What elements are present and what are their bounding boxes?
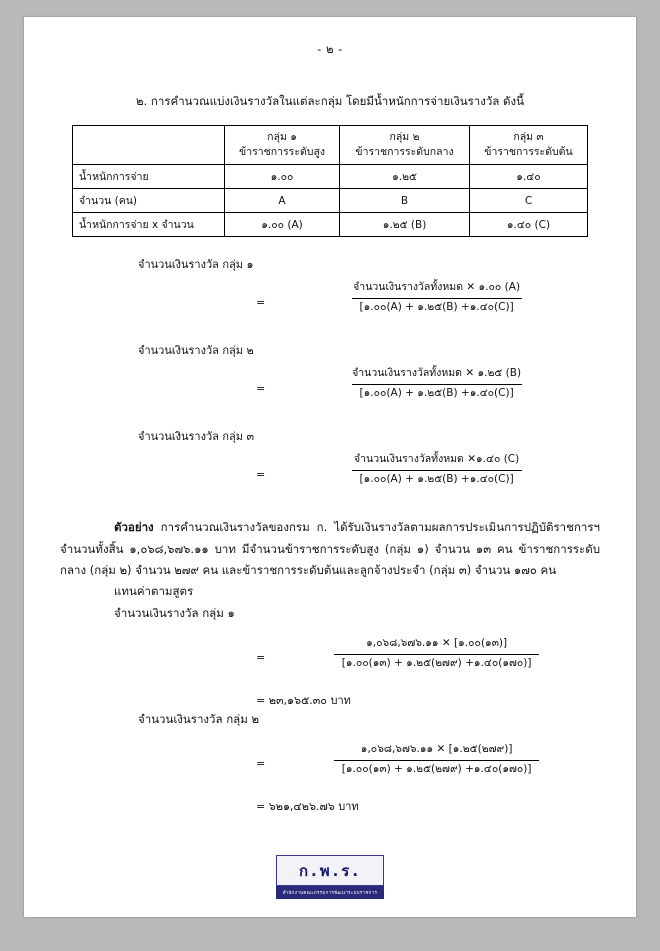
- document-content: [24, 93, 636, 815]
- formula-group1-expression: [256, 275, 600, 315]
- row-label-weight-times-count: น้ำหนักการจ่าย x จำนวน: [73, 213, 225, 237]
- example-calc2-denominator: [๑.๐๐(๑๓) + ๑.๒๕(๒๗๙) +๑.๔๐(๑๗๐)]: [334, 760, 540, 775]
- formula-group3-numerator: จำนวนเงินรางวัลทั้งหมด ✕๑.๔๐ (C): [353, 453, 520, 466]
- example-calc1-result: = ๒๓,๑๖๕.๓๐ บาท: [256, 693, 351, 707]
- example-body-text: การคำนวณเงินรางวัลของกรม ก. ได้รับเงินรางวัลตามผลการประเมินการปฏิบัติราชการฯ จำนวนทั้งสิ้น ๑,๐๖๘,๖๗๖.๑๑ บาท มีจำนวนข้าราชการระดับสูง (กลุ่ม ๑) จำนวน ๑๓ คน ข้าราชการระดับกลาง (กลุ่ม ๒) จำนวน ๒๗๙ คน และข้าราชการระดับต้นและลูกจ้างประจำ (กลุ่ม ๓) จำนวน ๑๗๐ คน: [60, 520, 600, 577]
- agency-logo: [276, 855, 384, 899]
- section-intro-text: ๒. การคำนวณแบ่งเงินรางวัลในแต่ละกลุ่ม โดยมีน้ำหนักการจ่ายเงินรางวัล ดังนี้: [136, 94, 524, 108]
- example-calc2-result: = ๖๒๑,๔๒๖.๗๖ บาท: [256, 799, 359, 813]
- formula-group3-fraction: [273, 447, 600, 487]
- cell-product-group2: ๑.๒๕ (B): [340, 213, 470, 237]
- example-calc2-expression: [256, 737, 600, 777]
- table-header-cell-group2: [340, 126, 470, 165]
- agency-logo-fullname: สำนักงานคณะกรรมการพัฒนาระบบราชการ: [276, 886, 384, 899]
- table-row: [73, 165, 588, 189]
- example-calc1-equals: =: [256, 651, 266, 665]
- cell-count-group3: C: [469, 189, 587, 213]
- example-calc2-title: จำนวนเงินรางวัล กลุ่ม ๒: [138, 711, 260, 726]
- example-calc2-numerator: ๑,๐๖๘,๖๗๖.๑๑ ✕ [๑.๒๕(๒๗๙)]: [360, 742, 513, 755]
- formula-group3-expression: [256, 447, 600, 487]
- formula-group3-equals: =: [256, 467, 266, 481]
- header-group3-line2: ข้าราชการระดับต้น: [484, 146, 573, 159]
- cell-count-group2: B: [340, 189, 470, 213]
- formula-group2-denominator: [๑.๐๐(A) + ๑.๒๕(B) +๑.๔๐(C)]: [352, 384, 522, 399]
- table-header-cell-blank: [73, 126, 225, 165]
- example-calc2-equals: =: [256, 757, 266, 771]
- formula-group2-expression: [256, 361, 600, 401]
- cell-weight-group3: ๑.๔๐: [469, 165, 587, 189]
- formula-group1-title: จำนวนเงินรางวัล กลุ่ม ๑: [138, 258, 254, 272]
- cell-product-group1: ๑.๐๐ (A): [225, 213, 340, 237]
- formula-group2-fraction: [273, 361, 600, 401]
- example-label: ตัวอย่าง: [114, 520, 154, 535]
- table-header-cell-group1: [225, 126, 340, 165]
- table-row: [73, 213, 588, 237]
- weights-table: [72, 125, 588, 237]
- header-group2-line1: กลุ่ม ๒: [389, 131, 420, 143]
- example-calc2-fraction: [273, 737, 600, 777]
- formula-group3-title: จำนวนเงินรางวัล กลุ่ม ๓: [138, 430, 255, 444]
- formula-group2-numerator: จำนวนเงินรางวัลทั้งหมด ✕ ๑.๒๕ (B): [352, 367, 522, 380]
- substitute-label: แทนค่าตามสูตร: [114, 584, 194, 599]
- table-header-cell-group3: [469, 126, 587, 165]
- formula-group2-equals: =: [256, 381, 266, 395]
- example-paragraph: [60, 517, 600, 581]
- table-header-row: [73, 126, 588, 165]
- formula-group1-equals: =: [256, 295, 266, 309]
- example-calc1-denominator: [๑.๐๐(๑๓) + ๑.๒๕(๒๗๙) +๑.๔๐(๑๗๐)]: [334, 654, 540, 669]
- formula-group1-numerator: จำนวนเงินรางวัลทั้งหมด ✕ ๑.๐๐ (A): [353, 281, 521, 294]
- header-group1-line1: กลุ่ม ๑: [267, 131, 297, 143]
- formula-group1: [60, 255, 600, 323]
- example-calc1-numerator: ๑,๐๖๘,๖๗๖.๑๑ ✕ [๑.๐๐(๑๓)]: [366, 636, 508, 649]
- example-calc2: [60, 733, 600, 795]
- cell-weight-group1: ๑.๐๐: [225, 165, 340, 189]
- page-number: - ๒ -: [317, 42, 343, 56]
- document-page: [24, 17, 636, 917]
- cell-count-group1: A: [225, 189, 340, 213]
- header-group1-line2: ข้าราชการระดับสูง: [239, 146, 325, 159]
- example-calc1-fraction: [273, 631, 600, 671]
- cell-weight-group2: ๑.๒๕: [340, 165, 470, 189]
- formula-group3-denominator: [๑.๐๐(A) + ๑.๒๕(B) +๑.๔๐(C)]: [352, 470, 522, 485]
- formula-group1-denominator: [๑.๐๐(A) + ๑.๒๕(B) +๑.๔๐(C)]: [352, 298, 522, 313]
- row-label-weight: น้ำหนักการจ่าย: [73, 165, 225, 189]
- cell-product-group3: ๑.๔๐ (C): [469, 213, 587, 237]
- formula-group2-title: จำนวนเงินรางวัล กลุ่ม ๒: [138, 344, 254, 358]
- example-calc1-expression: [256, 631, 600, 671]
- formula-group1-fraction: [273, 275, 600, 315]
- formula-group2: [60, 341, 600, 409]
- example-calc1-title: จำนวนเงินรางวัล กลุ่ม ๑: [114, 606, 235, 621]
- header-group3-line1: กลุ่ม ๓: [513, 131, 544, 143]
- header-group2-line2: ข้าราชการระดับกลาง: [355, 146, 454, 159]
- agency-logo-acronym: ก.พ.ร.: [276, 855, 384, 886]
- table-row: [73, 189, 588, 213]
- example-calc1: [60, 627, 600, 689]
- formula-group3: [60, 427, 600, 495]
- row-label-count: จำนวน (คน): [73, 189, 225, 213]
